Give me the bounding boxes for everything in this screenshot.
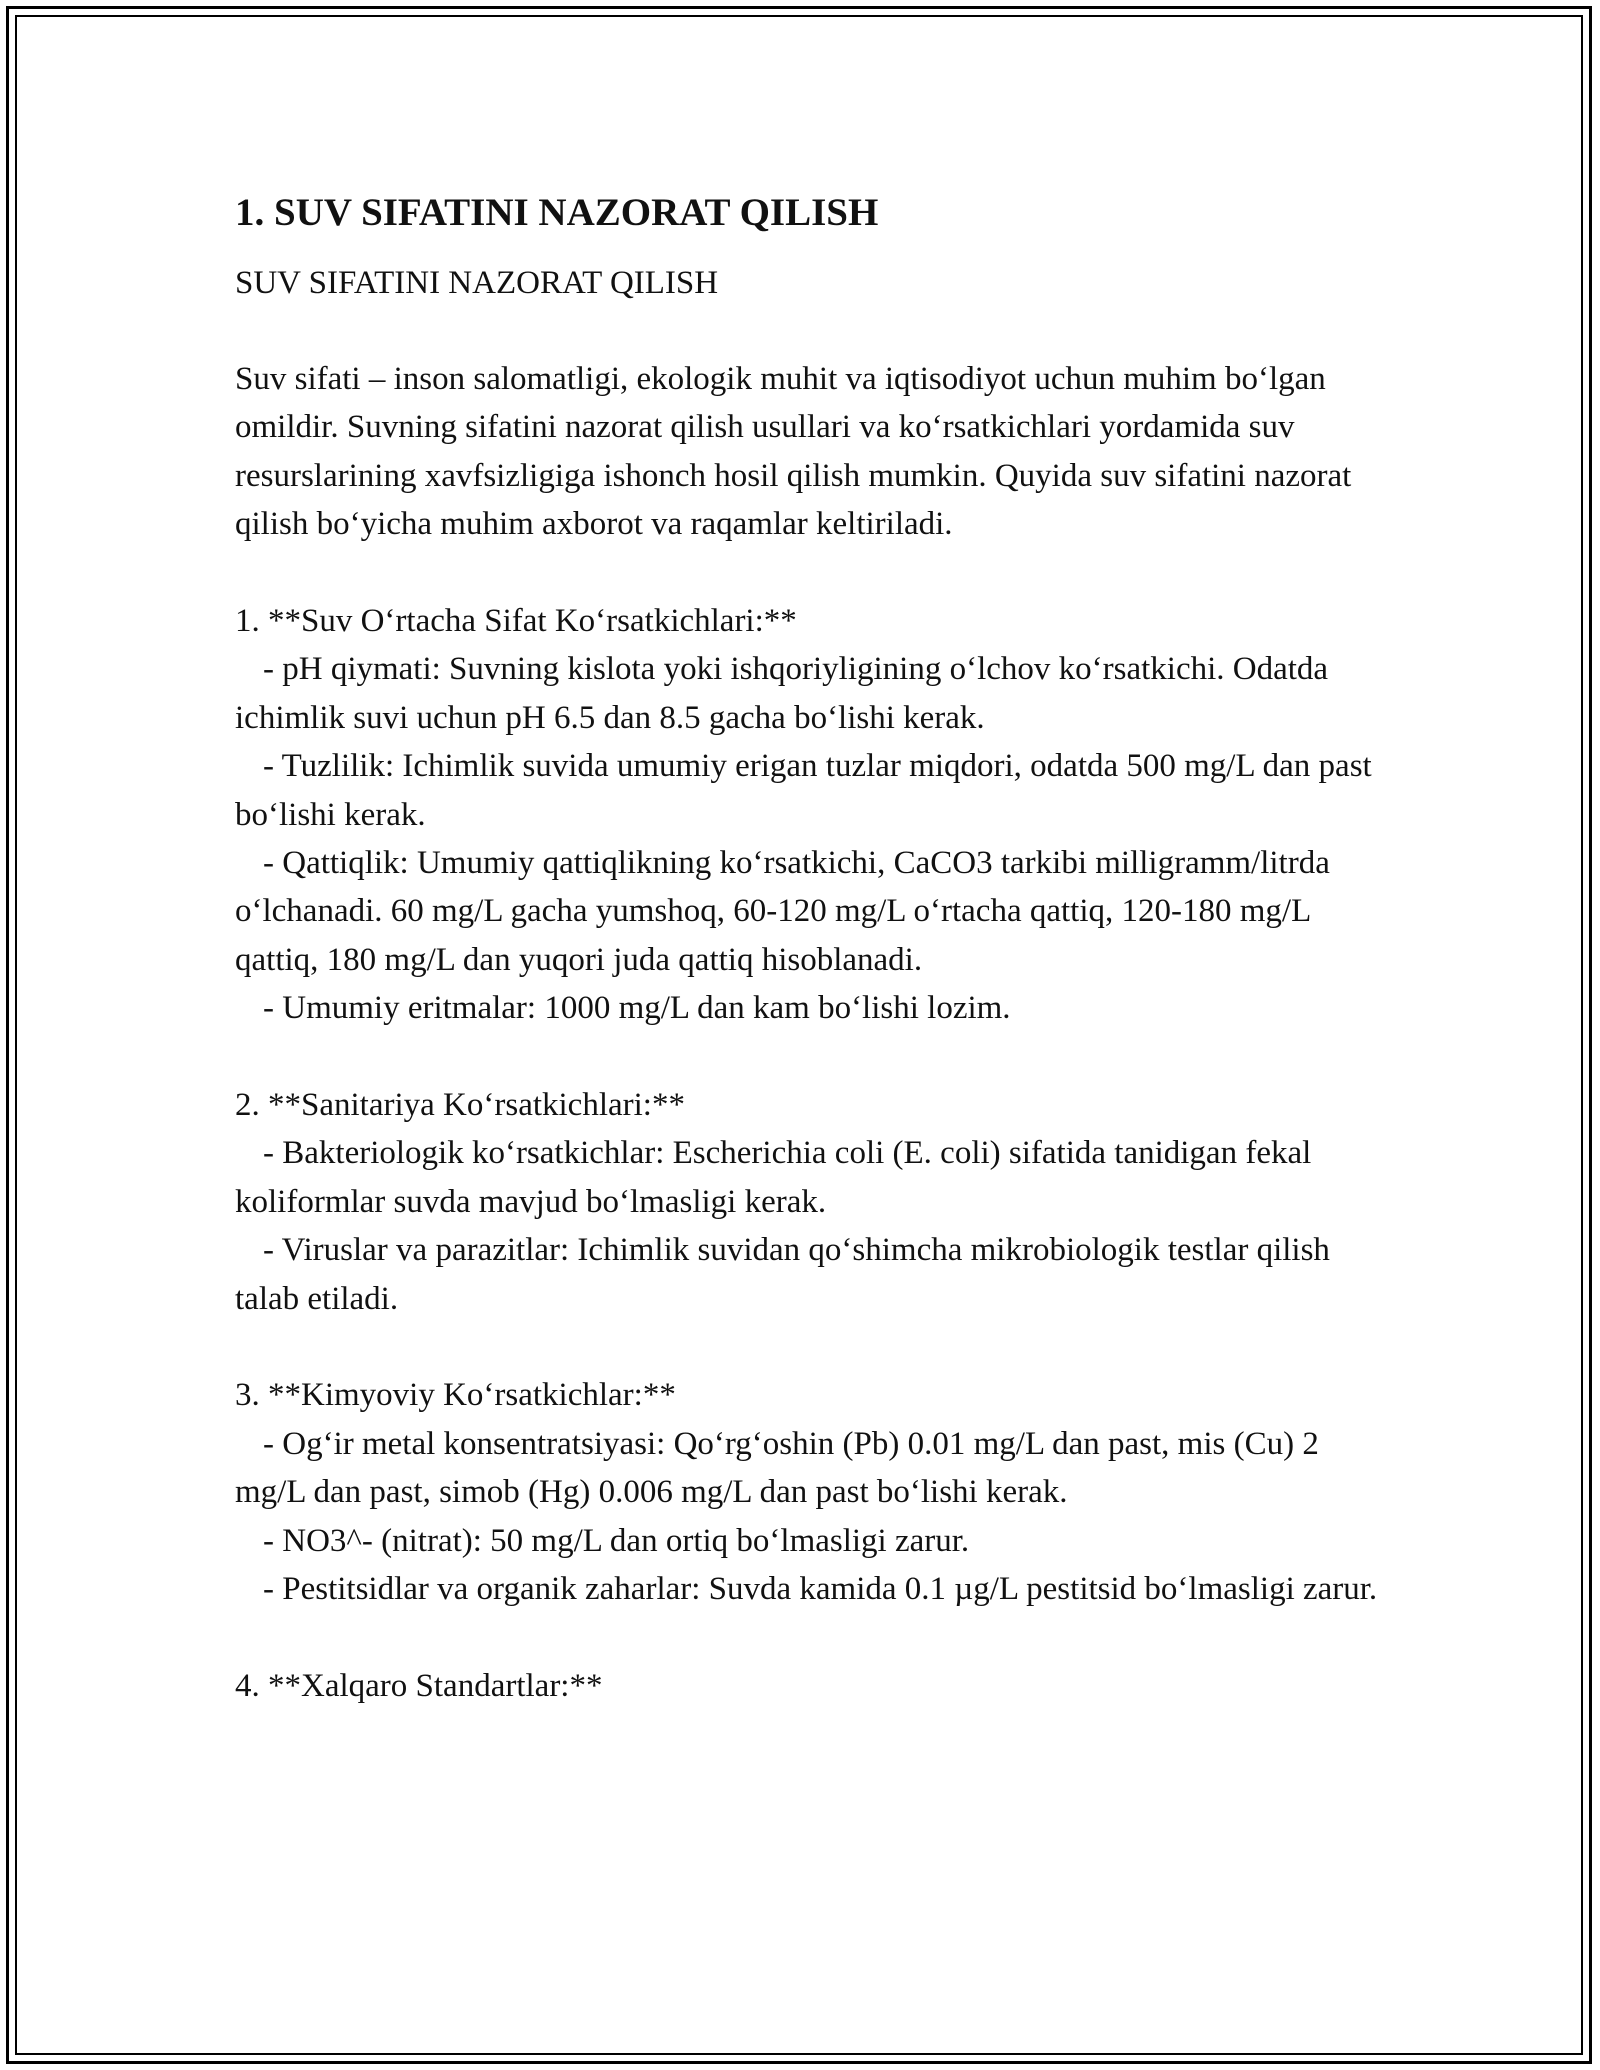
document-body	[235, 185, 1380, 1759]
list-item: - Umumiy eritmalar: 1000 mg/L dan kam bo‘lishi lozim.	[263, 990, 1011, 1027]
section-sanitary	[235, 1081, 1380, 1323]
list-item: - Bakteriologik ko‘rsatkichlar: Escherichia coli (E. coli) sifatida tanidigan fekal koliformlar suvda mavjud bo‘lmasligi kerak.	[235, 1135, 1312, 1220]
section-chemical	[235, 1371, 1380, 1613]
list-item: - Viruslar va parazitlar: Ichimlik suvidan qo‘shimcha mikrobiologik testlar qilish talab etiladi.	[235, 1232, 1330, 1317]
intro-paragraph: Suv sifati – inson salomatligi, ekologik muhit va iqtisodiyot uchun muhim bo‘lgan omildir. Suvning sifatini nazorat qilish usullari va ko‘rsatkichlari yordamida suv resurslarining xavfsizligiga ishonch hosil qilish mumkin. Quyida suv sifatini nazorat qilish bo‘yicha muhim axborot va raqamlar keltiriladi.	[235, 361, 1352, 543]
section-heading: 4. **Xalqaro Standartlar:**	[235, 1667, 603, 1704]
page-title: 1. SUV SIFATINI NAZORAT QILISH	[235, 191, 879, 234]
list-item: - Qattiqlik: Umumiy qattiqlikning ko‘rsatkichi, CaCO3 tarkibi milligramm/litrda o‘lchanadi. 60 mg/L gacha yumshoq, 60-120 mg/L o‘rtacha qattiq, 120-180 mg/L qattiq, 180 mg/L dan yuqori juda qattiq hisoblanadi.	[235, 845, 1330, 978]
list-item: - Pestitsidlar va organik zaharlar: Suvda kamida 0.1 µg/L pestitsid bo‘lmasligi zarur.	[263, 1571, 1378, 1608]
section-international-standards	[235, 1662, 1380, 1710]
section-heading: 1. **Suv O‘rtacha Sifat Ko‘rsatkichlari:**	[235, 603, 797, 640]
list-item: - Tuzlilik: Ichimlik suvida umumiy erigan tuzlar miqdori, odatda 500 mg/L dan past bo‘lishi kerak.	[235, 748, 1372, 833]
list-item: - Og‘ir metal konsentratsiyasi: Qo‘rg‘oshin (Pb) 0.01 mg/L dan past, mis (Cu) 2 mg/L dan past, simob (Hg) 0.006 mg/L dan past bo‘lishi kerak.	[235, 1425, 1319, 1511]
page-subtitle: SUV SIFATINI NAZORAT QILISH	[235, 265, 719, 301]
list-item: - pH qiymati: Suvning kislota yoki ishqoriyligining o‘lchov ko‘rsatkichi. Odatda ichimlik suvi uchun pH 6.5 dan 8.5 gacha bo‘lishi kerak.	[235, 651, 1329, 736]
section-heading: 3. **Kimyoviy Ko‘rsatkichlar:**	[235, 1377, 676, 1414]
section-heading: 2. **Sanitariya Ko‘rsatkichlari:**	[235, 1087, 685, 1124]
section-average-quality	[235, 597, 1380, 1033]
list-item: - NO3^- (nitrat): 50 mg/L dan ortiq bo‘lmasligi zarur.	[263, 1522, 970, 1559]
